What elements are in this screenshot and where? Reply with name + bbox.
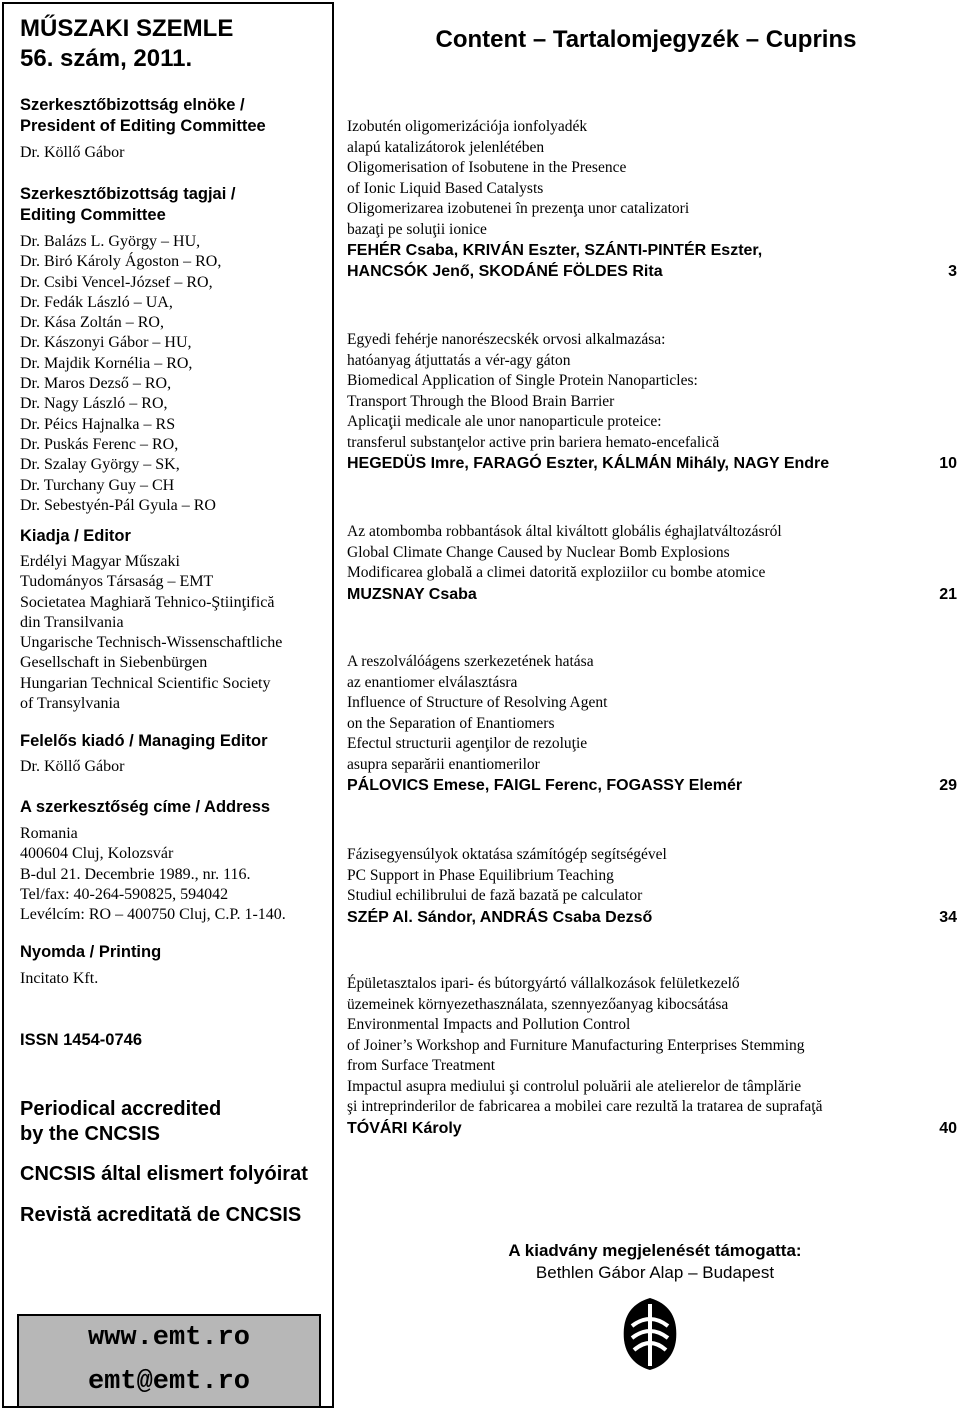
toc-entry[interactable] [347, 522, 957, 605]
member: Dr. Sebestyén-Pál Gyula – RO [20, 496, 216, 514]
article-title: A reszolválóágens szerkezetének hatása az enantiomer elválasztásra Influence of Structure of Resolving Agent on the Separation of Enantiomers Efectul structurii agenţilor de rezoluţie asupra separării enantiomerilor [347, 653, 608, 773]
member: Dr. Puskás Ferenc – RO, [20, 435, 179, 453]
page-number: 21 [939, 585, 957, 603]
website-link[interactable]: www.emt.ro [87, 1323, 251, 1353]
managing-editor-label: Felelős kiadó / Managing Editor [20, 732, 268, 750]
sponsor-name: Bethlen Gábor Alap – Budapest [535, 1263, 775, 1282]
web-links-box [17, 1314, 321, 1408]
page-number: 40 [939, 1119, 957, 1137]
president-name: Dr. Köllő Gábor [20, 144, 125, 161]
member: Dr. Kása Zoltán – RO, [20, 314, 164, 332]
article-title: Egyedi fehérje nanorészecskék orvosi alkalmazása: hatóanyag átjuttatás a vér-agy gáton Biomedical Application of Single Protein Nanoparticles: Transport Through the Blood Brain Barrier Aplicaţii medicale ale unor nanoparticule proteice: transferul substanţelor active prin bariera hemato-encefalică [347, 331, 720, 451]
sponsor-label: A kiadvány megjelenését támogatta: [508, 1241, 802, 1260]
article-title: Épületasztalos ipari- és bútorgyártó vállalkozások felületkezelő üzemeinek környezethasználata, szennyezőanyag kibocsátása Environmental Impacts and Pollution Control of Joiner’s Workshop and Furniture Manufacturing Enterprises Stemming from Surface Treatment Impactul asupra mediului şi controlul poluării ale atelierelor de tâmplărie şi intreprinderilor de fabricarea a mobilei care rezultă la tratarea de suprafaţă [347, 975, 823, 1115]
article-title: Fázisegyensúlyok oktatása számítógép segítségével PC Support in Phase Equilibrium Teaching Studiul echilibrului de fază bazată pe calculator [347, 846, 667, 904]
accreditation-hu: CNCSIS által elismert folyóirat [20, 1163, 308, 1185]
masthead [20, 14, 233, 74]
accreditation-en: Periodical accredited by the CNCSIS [20, 1098, 222, 1145]
address-block: Romania 400604 Cluj, Kolozsvár B-dul 21. Decembrie 1989., nr. 116. Tel/fax: 40-264-590825, 594042 Levélcím: RO – 400750 Cluj, C.P. 1-140. [20, 825, 286, 924]
member: Dr. Turchany Guy – CH [20, 476, 175, 494]
page-number: 34 [939, 908, 957, 926]
member: Dr. Majdik Kornélia – RO, [20, 354, 193, 372]
toc-entry[interactable] [347, 974, 957, 1139]
article-title: Izobutén oligomerizációja ionfolyadék alapú katalizátorok jelenlétében Oligomerisation of Isobutene in the Presence of Ionic Liquid Based Catalysts Oligomerizarea izobutenei în prezenţa unor catalizatori bazaţi pe soluţii ionice [347, 118, 690, 238]
page-number: 29 [939, 777, 957, 794]
journal-title: MŰSZAKI SZEMLE [20, 15, 234, 42]
toc-entry[interactable] [347, 117, 957, 282]
article-authors: HEGEDÜS Imre, FARAGÓ Eszter, KÁLMÁN Mihály, NAGY Endre 10 [347, 455, 957, 472]
bethlen-gabor-alap-logo-icon [620, 1296, 680, 1372]
toc-title: Content – Tartalomjegyzék – Cuprins [435, 26, 857, 53]
sponsor-note [460, 1240, 850, 1284]
imprint-panel [2, 2, 334, 1408]
printing-name: Incitato Kft. [20, 970, 99, 987]
publisher-label: Kiadja / Editor [20, 527, 131, 545]
issue-number: 56. szám, 2011. [20, 45, 193, 72]
member: Dr. Fedák László – UA, [20, 293, 173, 311]
toc-entry[interactable] [347, 330, 957, 474]
member: Dr. Kászonyi Gábor – HU, [20, 334, 192, 352]
email-link[interactable]: emt@emt.ro [87, 1367, 251, 1397]
page-number: 3 [948, 263, 957, 280]
article-authors: TÓVÁRI Károly 40 [347, 1119, 957, 1137]
article-title: Az atombomba robbantások által kiváltott globális éghajlatváltozásról Global Climate Change Caused by Nuclear Bomb Explosions Modificarea globală a climei datorită exploziilor cu bombe atomice [347, 523, 782, 581]
member: Dr. Biró Károly Ágoston – RO, [20, 253, 222, 271]
toc-entry[interactable] [347, 845, 957, 928]
page-number: 10 [939, 455, 957, 472]
member: Dr. Balázs L. György – HU, [20, 233, 201, 250]
member: Dr. Péics Hajnalka – RS [20, 415, 176, 433]
member: Dr. Csibi Vencel-József – RO, [20, 273, 213, 291]
article-authors: PÁLOVICS Emese, FAIGL Ferenc, FOGASSY Elemér 29 [347, 777, 957, 794]
committee-label: Szerkesztőbizottság tagjai / Editing Committee [20, 185, 236, 224]
president-label: Szerkesztőbizottság elnöke / President of Editing Committee [20, 96, 266, 135]
address-label: A szerkesztőség címe / Address [20, 798, 271, 816]
member: Dr. Szalay György – SK, [20, 456, 180, 474]
managing-editor-name: Dr. Köllő Gábor [20, 758, 125, 775]
issn: ISSN 1454-0746 [20, 1031, 143, 1049]
member: Dr. Maros Dezső – RO, [20, 375, 172, 393]
publisher-block: Erdélyi Magyar Műszaki Tudományos Társaság – EMT Societatea Maghiară Tehnico-Ştiinţifică din Transilvania Ungarische Technisch-Wissenschaftliche Gesellschaft in Siebenbürgen Hungarian Technical Scientific Society of Transylvania [20, 553, 283, 713]
toc-entry[interactable] [347, 652, 957, 796]
committee-members [20, 232, 221, 516]
printing-label: Nyomda / Printing [20, 943, 162, 961]
member: Dr. Nagy László – RO, [20, 395, 168, 413]
article-authors: MUZSNAY Csaba 21 [347, 585, 957, 603]
article-authors: FEHÉR Csaba, KRIVÁN Eszter, SZÁNTI-PINTÉR Eszter, HANCSÓK Jenő, SKODÁNÉ FÖLDES Rita 3 [347, 242, 957, 280]
article-authors: SZÉP Al. Sándor, ANDRÁS Csaba Dezső 34 [347, 908, 957, 926]
accreditation-ro: Revistă acreditată de CNCSIS [20, 1204, 302, 1226]
